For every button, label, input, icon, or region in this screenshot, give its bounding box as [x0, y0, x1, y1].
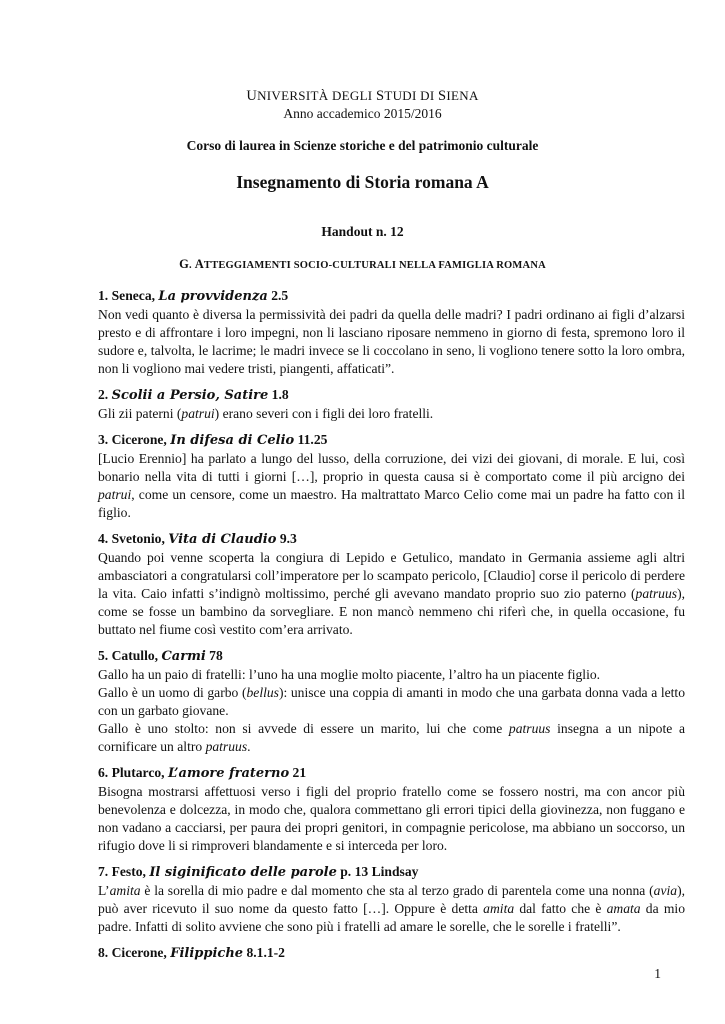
entry-text: Gallo è un uomo di garbo (bellus): unisce una coppia di amanti in modo che una garbata donna vada a letto con un garbato giovane. — [98, 685, 685, 718]
entry-author: 1. Seneca, — [98, 288, 159, 303]
entry-text: Gallo è uno stolto: non si avvede di essere un marito, lui che come patruus insegna a un nipote a cornificare un altro patruus. — [98, 721, 686, 754]
entry-title — [98, 944, 685, 963]
entry-work: Carmi — [161, 649, 206, 664]
entry-text: Non vedi quanto è diversa la permissività dei padri da quella delle madri? I padri ordinano ai figli d’alzarsi presto e di affrontare i loro impegni, non li lasciano riposare nemmeno in giorno di festa, spremono loro il sudore e, talvolta, le lacrime; le madri invece se li coccolano in seno, li vogliono tenere sotto la loro ombra, non li vogliono mai vedere tristi, piangenti, affaticati”. — [98, 307, 685, 376]
entry-text: [Lucio Erennio] ha parlato a lungo del lusso, della corruzione, dei vizi dei giovani, di morale. E lui, così bonario nella vita di tutti i giorni […], proprio in questa causa si è comportato come il più arcigno dei patrui, come un censore, come un maestro. Ha maltrattato Marco Celio come mai un padre ha fatto con il figlio. — [98, 451, 685, 520]
course-title: Corso di laurea in Scienze storiche e del patrimonio culturale — [186, 138, 539, 153]
entry-author: 3. Cicerone, — [98, 432, 171, 447]
entry-work: Vita di Claudio — [168, 532, 277, 547]
university-name: UNIVERSITÀ DEGLI STUDI DI SIENA — [246, 88, 479, 104]
entry — [98, 647, 685, 756]
entry — [98, 431, 685, 522]
entry-author: 4. Svetonio, — [98, 531, 169, 546]
handout-number: Handout n. 12 — [321, 224, 404, 239]
entry-title — [98, 386, 685, 405]
entry-ref: 9.3 — [276, 531, 297, 546]
subject-title: Insegnamento di Storia romana A — [236, 172, 489, 192]
entry-title — [98, 764, 685, 783]
page-number: 1 — [654, 966, 661, 981]
entry-text: Quando poi venne scoperta la congiura di Lepido e Getulico, mandato in Germania assieme agli altri ambasciatori a congratularsi coll’imperatore per lo scampato pericolo, [Claudio] corse il pericolo di perdere la vita. Caio infatti s’indignò moltissimo, perché gli avevano mandato proprio suo zio paterno (patruus), come se fosse un bambino da sorvegliare. E non mancò nemmeno chi riferì che, in quella occasione, fu buttato nel fiume così vestito com’era arrivato. — [98, 550, 685, 637]
entry — [98, 386, 685, 423]
entry-text: Gli zii paterni (patrui) erano severi con i figli dei loro fratelli. — [98, 406, 434, 421]
entry-author: 2. — [98, 387, 112, 402]
entry-author: 7. Festo, — [98, 864, 150, 879]
entry — [98, 530, 685, 639]
entry-ref: 2.5 — [267, 288, 289, 303]
entry-text: L’amita è la sorella di mio padre e dal momento che sta al terzo grado di parentela come una nonna (avia), può aver ricevuto il suo nome da questo fatto […]. Oppure è detta amita dal fatto che è amata da mio padre. Infatti di solito avviene che sono più i fratelli ad amare le sorelle, che le sorelle i fratelli”. — [98, 883, 685, 934]
entry-work: Scolii a Persio, Satire — [111, 388, 269, 403]
entry-work: La provvidenza — [158, 289, 268, 304]
entry-work: Il siginificato delle parole — [149, 865, 337, 880]
entry — [98, 863, 685, 936]
entry-title — [98, 431, 685, 450]
entry-title — [98, 863, 685, 882]
entry — [98, 764, 685, 855]
entry-title — [98, 287, 685, 306]
entry-author: 6. Plutarco, — [98, 765, 168, 780]
entry-ref: p. 13 Lindsay — [336, 864, 419, 879]
entry-ref: 78 — [205, 648, 223, 663]
entry-title — [98, 530, 685, 549]
entry-ref: 8.1.1-2 — [243, 945, 285, 960]
entry-ref: 21 — [289, 765, 307, 780]
academic-year: Anno accademico 2015/2016 — [283, 106, 442, 121]
entry — [98, 944, 685, 963]
entry-author: 5. Catullo, — [98, 648, 162, 663]
entry-work: L’amore fraterno — [167, 766, 290, 781]
entry-work: In difesa di Celio — [170, 433, 295, 448]
entry-work: Filippiche — [170, 946, 244, 961]
entry-ref: 1.8 — [268, 387, 289, 402]
entry — [98, 287, 685, 378]
entry-title — [98, 647, 685, 666]
entry-text: Bisogna mostrarsi affettuosi verso i figli del proprio fratello come se fossero nostri, ma con ancor più benevolenza e dolcezza, in modo che, qualora commettano gli errori tipici della giovinezza, non fuggano e non vadano a cacciarsi, per paura dei propri genitori, in compagnie pericolose, ma abbiano un soccorso, un rifugio dove li si rimproveri blandamente e si interceda per loro. — [98, 784, 685, 853]
entry-ref: 11.25 — [294, 432, 328, 447]
entries-list — [98, 287, 685, 971]
entry-text: Gallo ha un paio di fratelli: l’uno ha una moglie molto piacente, l’altro ha un piacente figlio. — [98, 667, 601, 682]
entry-author: 8. Cicerone, — [98, 945, 171, 960]
section-heading: G. ATTEGGIAMENTI SOCIO-CULTURALI NELLA FAMIGLIA ROMANA — [179, 257, 546, 271]
